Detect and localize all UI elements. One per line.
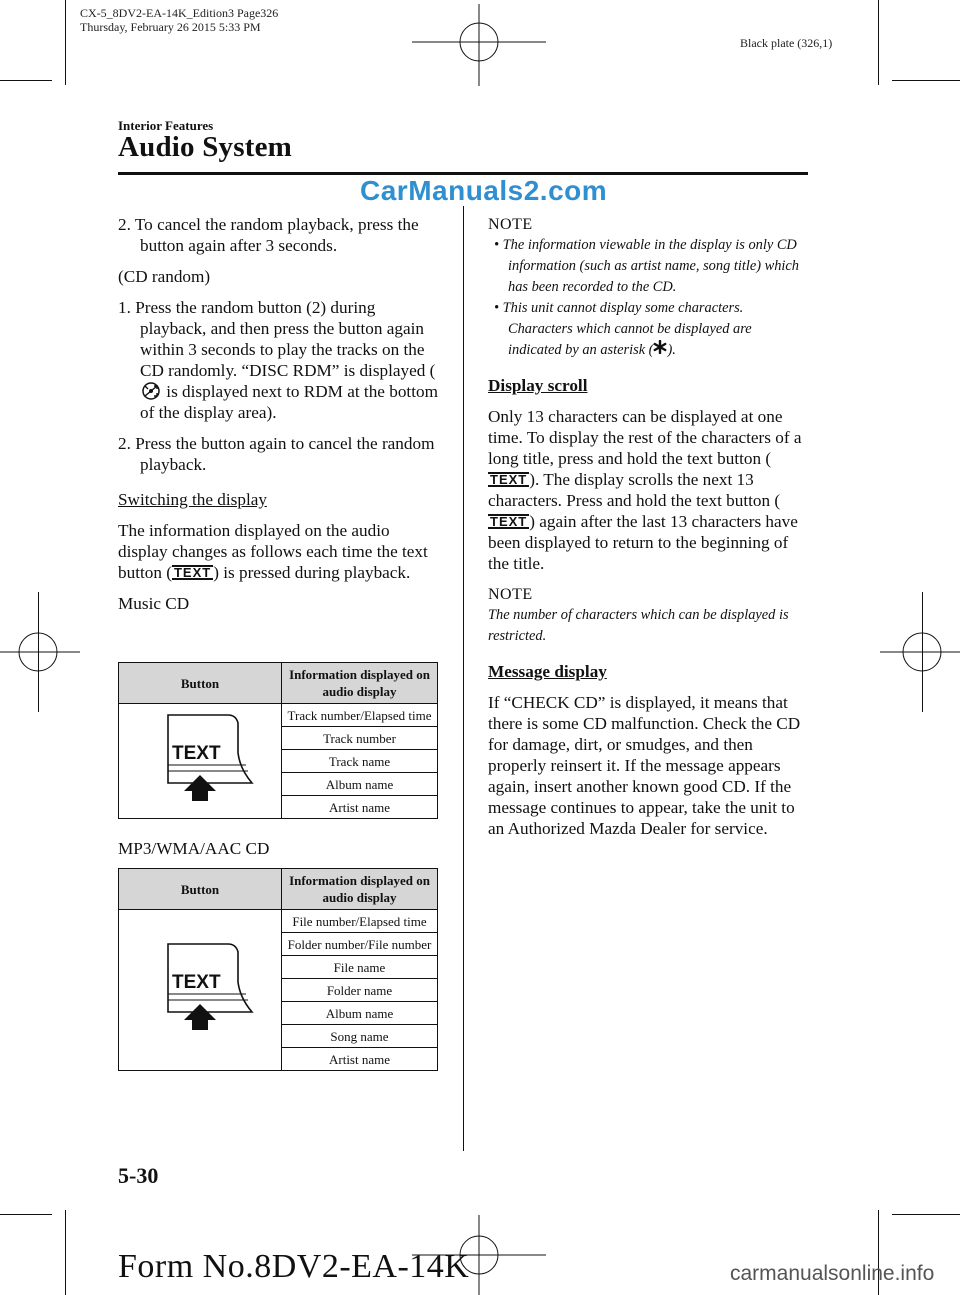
mp3-table	[118, 868, 438, 1071]
text-button-icon-label: TEXT	[172, 971, 221, 993]
switching-heading: Switching the display	[118, 490, 267, 509]
music-col-info: Information displayed on audio display	[282, 663, 438, 704]
switching-p1-text: The information displayed on the audio display changes as follows each time the text button (	[118, 521, 428, 582]
music-col-button: Button	[119, 663, 282, 704]
mp3-row: File name	[282, 956, 438, 979]
random-disc-icon	[140, 382, 162, 400]
text-key-icon: TEXT	[490, 514, 528, 529]
cd-random-heading: (CD random)	[118, 267, 211, 286]
mp3-col-info: Information displayed on audio display	[282, 869, 438, 910]
mp3-row: Album name	[282, 1002, 438, 1025]
plate-label: Black plate (326,1)	[740, 36, 833, 50]
scroll-p1-tail: ) again after the last 13 characters have been displayed to return to the beginning of the title.	[488, 512, 798, 573]
display-scroll-heading: Display scroll	[488, 376, 588, 395]
music-cd-table	[118, 662, 438, 819]
scroll-p1-mid: ). The display scrolls the next 13 characters. Press and hold the text button (	[488, 470, 781, 510]
left-column	[118, 214, 438, 614]
asterisk-icon	[653, 340, 667, 354]
music-text-button-cell	[119, 704, 282, 819]
text-key-icon: TEXT	[173, 565, 212, 580]
cd-step1-text: 1. Press the random button (2) during playback, and then press the button again within 3 seconds to play the tracks on the CD randomly. “DISC RDM” is displayed (	[118, 298, 436, 380]
note1-bullet1	[488, 235, 808, 298]
registration-mark-top	[412, 4, 546, 86]
file-info-line2: Thursday, February 26 2015 5:33 PM	[80, 20, 261, 34]
text-button-icon-label: TEXT	[172, 742, 221, 764]
music-row: Track number/Elapsed time	[282, 704, 438, 727]
step2-cancel: 2. To cancel the random playback, press the button again after 3 seconds.	[118, 215, 419, 255]
note1-bullet2-text: This unit cannot display some characters. Characters which cannot be displayed are indicated by an asterisk (	[502, 300, 752, 358]
bullet-icon: •	[494, 300, 503, 316]
page-number: 5-30	[118, 1163, 159, 1188]
mp3-text-button-cell	[119, 910, 282, 1071]
music-row: Album name	[282, 773, 438, 796]
text-button-icon	[140, 709, 260, 809]
bullet-icon: •	[494, 237, 503, 253]
cd-step1-tail: is displayed next to RDM at the bottom of the display area).	[140, 382, 438, 422]
mp3-col-button: Button	[119, 869, 282, 910]
music-row: Artist name	[282, 796, 438, 819]
switching-p1-tail: ) is pressed during playback.	[213, 563, 411, 582]
file-info-line1: CX-5_8DV2-EA-14K_Edition3 Page326	[80, 6, 279, 20]
text-key-icon: TEXT	[490, 472, 528, 487]
text-button-icon	[140, 938, 260, 1038]
note2-heading: NOTE	[488, 586, 533, 603]
mp3-row: Folder name	[282, 979, 438, 1002]
music-row: Track name	[282, 750, 438, 773]
music-cd-heading: Music CD	[118, 594, 190, 613]
note1-heading: NOTE	[488, 216, 533, 233]
cd-step1	[118, 297, 438, 423]
mp3-table-wrap	[118, 868, 438, 1071]
right-column	[488, 214, 808, 839]
registration-mark-right	[880, 612, 960, 692]
page-title: Audio System	[118, 131, 293, 163]
note1-bullet2	[488, 298, 808, 361]
mp3-row: File number/Elapsed time	[282, 910, 438, 933]
message-display-heading: Message display	[488, 662, 607, 681]
music-cd-table-wrap	[118, 662, 438, 819]
watermark: CarManuals2.com	[360, 175, 608, 206]
section-label: Interior Features	[118, 118, 214, 133]
note2-text: The number of characters which can be displayed is restricted.	[488, 607, 789, 644]
cd-step2: 2. Press the button again to cancel the random playback.	[118, 434, 435, 474]
site-watermark: carmanualsonline.info	[730, 1262, 935, 1285]
switching-paragraph	[118, 520, 438, 583]
registration-mark-left	[0, 612, 80, 692]
note1-bullet1-text: The information viewable in the display is only CD information (such as artist name, song title) which has been recorded to the CD.	[502, 237, 800, 295]
scroll-paragraph	[488, 406, 808, 574]
scroll-p1-text: Only 13 characters can be displayed at one time. To display the rest of the characters of a long title, press and hold the text button (	[488, 407, 802, 468]
mp3-row: Song name	[282, 1025, 438, 1048]
mp3-row: Folder number/File number	[282, 933, 438, 956]
message-paragraph: If “CHECK CD” is displayed, it means that there is some CD malfunction. Check the CD for damage, dirt, or smudges, and then properly reinsert it. If the message appears again, insert another known good CD. If the message continues to appear, take the unit to an Authorized Mazda Dealer for service.	[488, 693, 801, 838]
music-row: Track number	[282, 727, 438, 750]
mp3-heading: MP3/WMA/AAC CD	[118, 839, 270, 858]
mp3-row: Artist name	[282, 1048, 438, 1071]
note1-bullet2-tail: ).	[667, 342, 676, 358]
form-number: Form No.8DV2-EA-14K	[118, 1248, 470, 1285]
file-info	[80, 6, 278, 34]
